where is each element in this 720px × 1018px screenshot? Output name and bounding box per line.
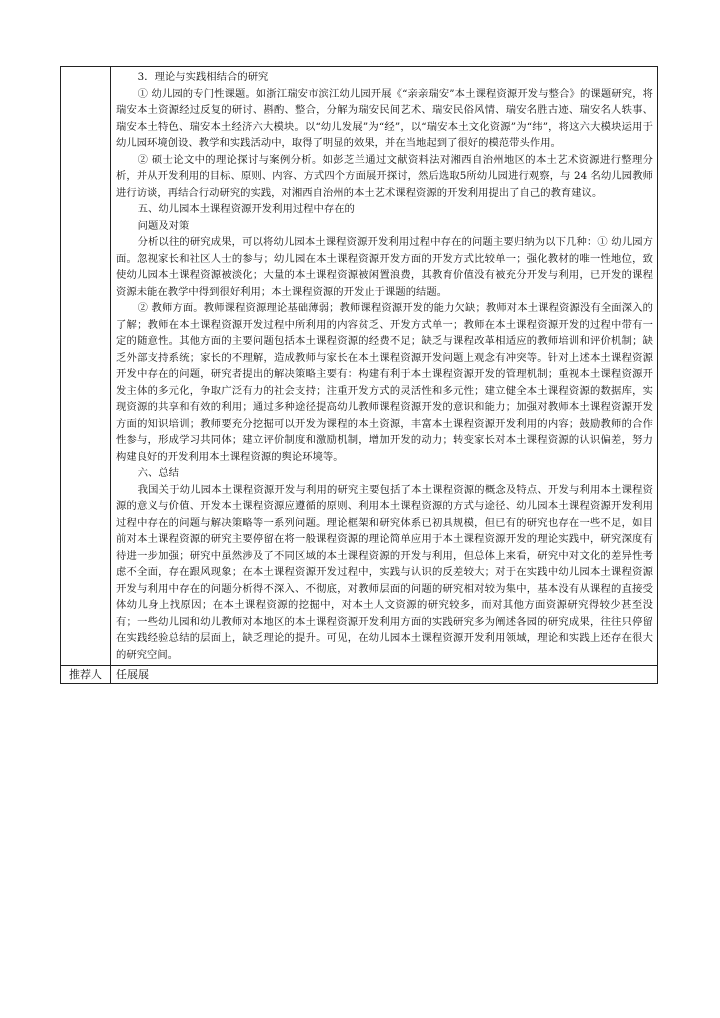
recommender-row: [61, 666, 658, 684]
recommender-value: 任展展: [111, 666, 658, 684]
section-heading-summary: 六、总结: [137, 467, 180, 479]
paragraph-summary: 我国关于幼儿园本土课程资源开发与利用的研究主要包括了本土课程资源的概念及特点、开发与利用本土课程资源的意义与价值、开发本土课程资源应遵循的原则、利用本土课程资源的方式与途径、幼儿园本土课程资源开发利用过程中存在的问题与解决策略等一系列问题。理论框架和研究体系已初具规模，但已有的研究也存在一些不足，如目前对本土课程资源的研究主要停留在将一般课程资源的理论简单应用于本土课程资源开发的理论实践中，研究深度有待进一步加强；研究中虽然涉及了不同区域的本土课程资源的开发与利用，但总体上来看，研究中对文化的差异性考虑不全面，存在跟风现象；在本土课程资源开发过程中，实践与认识的反差较大；对于在实践中幼儿园本土课程资源开发与利用中存在的问题分析得不深入、不彻底，对教师层面的问题的研究相对较为集中，基本没有从课程的直接受体幼儿身上找原因；在本土课程资源的挖掘中，对本土人文资源的研究较多，而对其他方面资源研究得较少甚至没有；一些幼儿园和幼儿教师对本地区的本土课程资源开发利用方面的实践研究多为阐述各园的研究成果，往往只停留在实践经验总结的层面上，缺乏理论的提升。可见，在幼儿园本土课程资源开发利用领域，理论和实践上还存在很大的研究空间。: [116, 483, 653, 661]
paragraph-kindergarten-problems: 分析以往的研究成果，可以将幼儿园本土课程资源开发利用过程中存在的问题主要归纳为以下几种：① 幼儿园方面。忽视家长和社区人士的参与；幼儿园在本土课程资源开发方面的开发方式比较单一；强化教材的唯一性地位，致使幼儿园本土课程资源被淡化；大量的本土课程资源被闲置浪费，其教育价值没有被充分开发与利用，已开发的课程资源未能在教学中得到很好利用；本土课程资源的开发止于课题的结题。: [116, 236, 653, 298]
document-table: [60, 66, 658, 684]
empty-label-cell: [61, 67, 111, 666]
content-cell: [111, 67, 658, 666]
section-heading-problems-cont: 问题及对策: [137, 219, 190, 232]
section-heading-theory-practice: 3．理论与实践相结合的研究: [137, 71, 269, 83]
paragraph-teacher-problems: ② 教师方面。教师课程资源理论基础薄弱；教师课程资源开发的能力欠缺；教师对本土课程资源没有全面深入的了解；教师在本土课程资源开发过程中所利用的内容贫乏、开发方式单一；教师在本土课程资源开发的过程中带有一定的随意性。其他方面的主要问题包括本土课程资源的经费不足；缺乏与课程改革相适应的教师培训和评价机制；缺乏外部支持系统；家长的不理解，造成教师与家长在本土课程资源开发问题上观念有冲突等。针对上述本土课程资源开发中存在的问题，研究者提出的解决策略主要有：构建有利于本土课程资源开发的管理机制；重视本土课程资源开发主体的多元化，争取广泛有力的社会支持；注重开发方式的灵活性和多元性；建立健全本土课程资源的数据库，实现资源的共享和有效的利用；通过多种途径提高幼儿教师课程资源开发的意识和能力；加强对教师本土课程资源开发方面的知识培训；教师要充分挖掘可以开发为课程的本土资源，丰富本土课程资源开发利用的内容；鼓励教师的合作性参与，形成学习共同体；建立评价制度和激励机制，增加开发的动力；转变家长对本土课程资源的认识偏差，努力构建良好的开发利用本土课程资源的舆论环境等。: [116, 302, 653, 463]
paragraph-kindergarten-project: ① 幼儿园的专门性课题。如浙江瑞安市滨江幼儿园开展《“亲亲瑞安”本土课程资源开发与整合》的课题研究，将瑞安本土资源经过反复的研讨、斟酌、整合，分解为瑞安民间艺术、瑞安民俗风情、瑞安名胜古迹、瑞安名人轶事、瑞安本土特色、瑞安本土经济六大模块。以“幼儿发展”为“经”，以“瑞安本土文化资源”为“纬”，将这六大模块运用于幼儿园环境创设、教学和实践活动中，取得了明显的效果，并在当地起到了很好的模范带头作用。: [116, 87, 653, 149]
paragraph-master-thesis: ② 硕士论文中的理论探讨与案例分析。如彭芝兰通过文献资料法对湘西自治州地区的本土艺术资源进行整理分析，并从开发利用的目标、原则、内容、方式四个方面展开探讨，然后选取5所幼儿园进行观察，与 24 名幼儿园教师进行访谈，再结合行动研究的实践，对湘西自治州的本土艺术课程资源的开发利用提出了自己的教育建议。: [116, 153, 653, 199]
recommender-label: 推荐人: [61, 666, 111, 684]
content-row: [61, 67, 658, 666]
section-heading-problems: 五、幼儿园本土课程资源开发利用过程中存在的: [137, 203, 355, 215]
